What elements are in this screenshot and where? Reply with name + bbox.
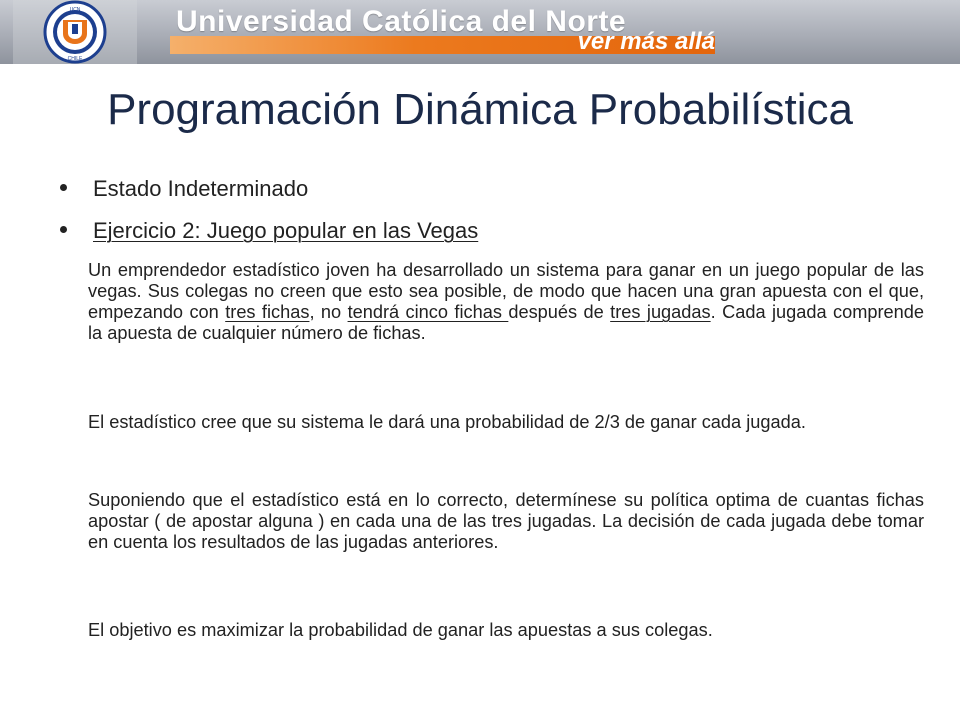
bullet-item	[60, 218, 478, 244]
tagline: ver más allá	[577, 28, 715, 55]
underlined-text: tres jugadas	[610, 302, 711, 322]
bullet-item	[60, 176, 308, 202]
paragraph-problem: Un emprendedor estadístico joven ha desarrollado un sistema para ganar en un juego popular de las vegas. Sus colegas no creen que esto sea posible, de modo que hacen una gran apuesta con el que, empezando con tres fichas, no tendrá cinco fichas después de tres jugadas. Cada jugada comprende la apuesta de cualquier número de fichas.	[88, 260, 924, 343]
bullet-text: Ejercicio 2: Juego popular en las Vegas	[93, 218, 479, 243]
bullet-text: Estado Indeterminado	[93, 176, 309, 201]
header-banner	[0, 0, 960, 64]
university-seal-logo	[13, 0, 137, 64]
underlined-text: tendrá cinco fichas	[347, 302, 509, 322]
underlined-text: tres fichas	[225, 302, 310, 322]
svg-text:CHILE: CHILE	[67, 56, 83, 62]
university-name: Universidad Católica del Norte	[176, 5, 627, 38]
paragraph-probability: El estadístico cree que su sistema le dará una probabilidad de 2/3 de ganar cada jugada.	[88, 412, 806, 432]
slide-title: Programación Dinámica Probabilística	[107, 85, 853, 134]
paragraph-policy: Suponiendo que el estadístico está en lo correcto, determínese su política optima de cuantas fichas apostar ( de apostar alguna ) en cada una de las tres jugadas. La decisión de cada jugada debe tomar en cuenta los resultados de las jugadas anteriores.	[88, 490, 924, 552]
bullet-dot-icon	[60, 184, 67, 191]
svg-text:UCN: UCN	[69, 7, 81, 13]
paragraph-objective: El objetivo es maximizar la probabilidad de ganar las apuestas a sus colegas.	[88, 620, 713, 640]
bullet-dot-icon	[60, 226, 67, 233]
